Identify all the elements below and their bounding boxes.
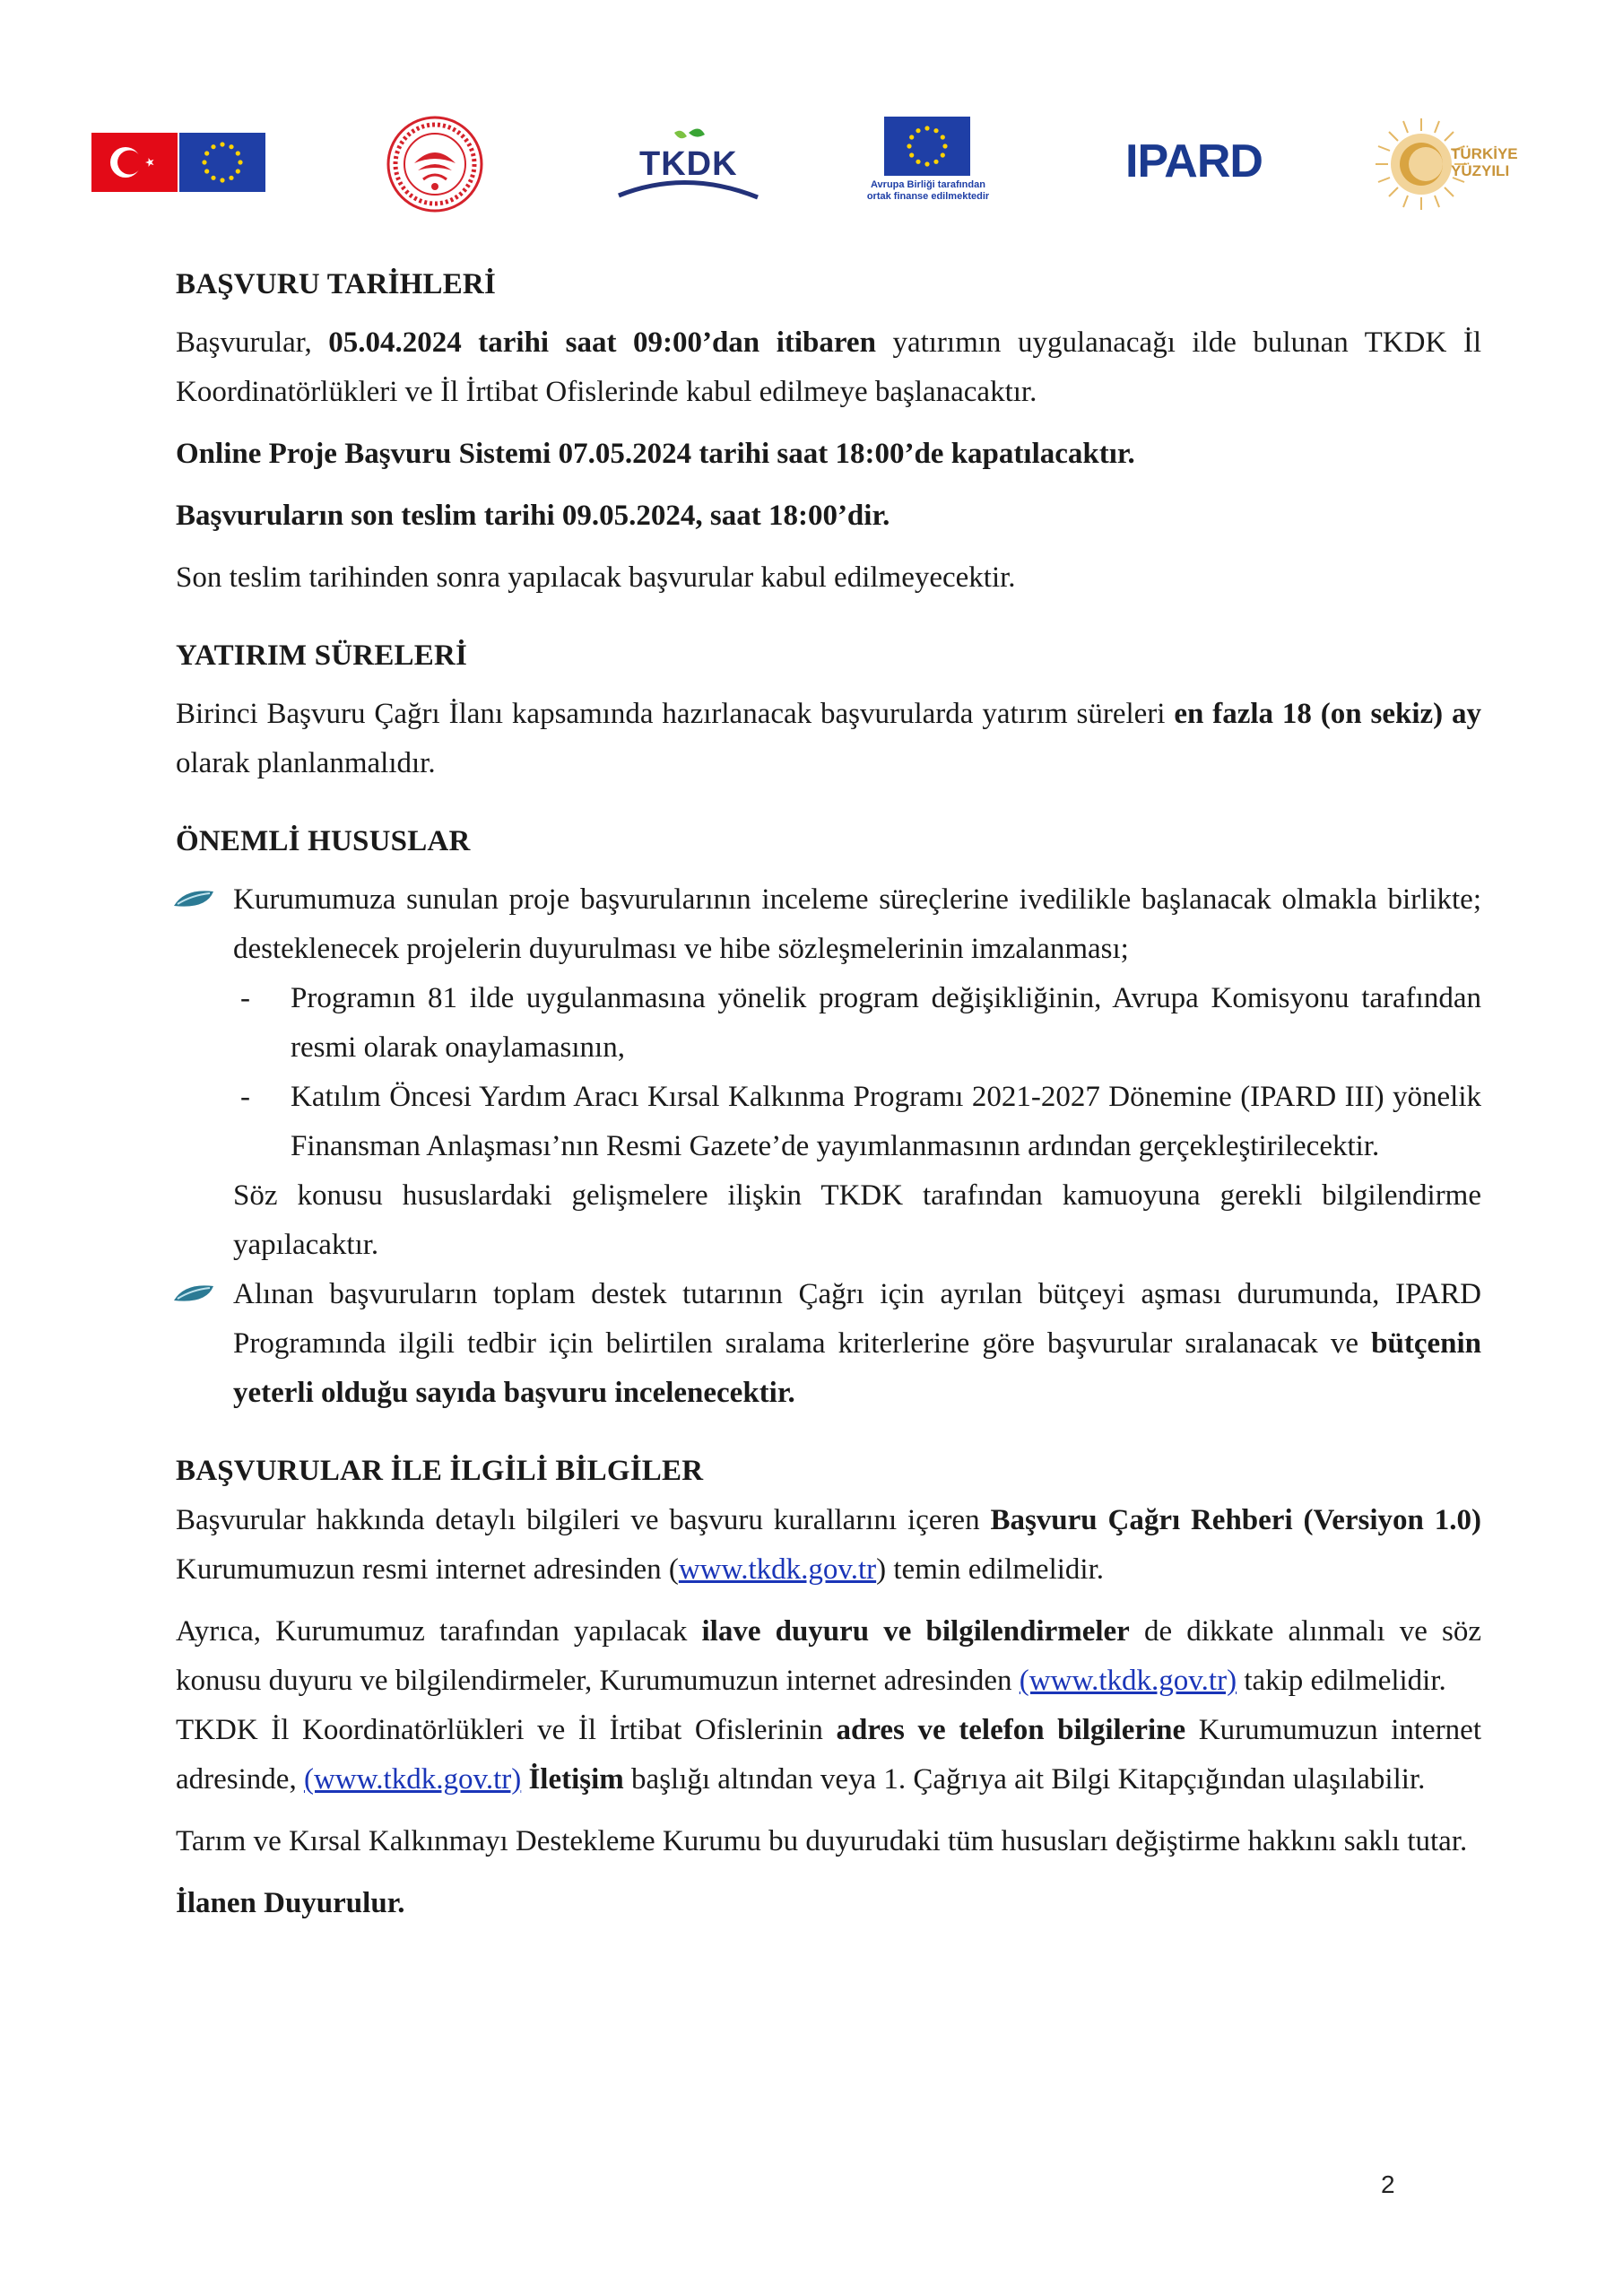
paragraph-online-sistem: Online Proje Başvuru Sistemi 07.05.2024 tarihi saat 18:00’de kapatılacaktır. xyxy=(176,438,1135,470)
paragraph-rehber xyxy=(176,1496,1481,1595)
paragraph-ilave-duyuru xyxy=(176,1607,1481,1706)
paragraph-yatirim-suresi xyxy=(176,690,1481,788)
dash-item xyxy=(176,1073,1481,1171)
text-run: de dikkate alınmalı ve söz konusu duyuru ve bilgilendirmeler, Kurumumuzun internet adresinden xyxy=(176,1615,1481,1697)
turkiye-line1: TÜRKİYE xyxy=(1451,145,1518,162)
dash-text: Katılım Öncesi Yardım Aracı Kırsal Kalkınma Programı 2021-2027 Dönemine (IPARD III) yönelik Finansman Anlaşması’nın Resmi Gazete’de yayımlanmasının ardından gerçekleştirilecektir. xyxy=(291,1081,1481,1162)
tkdk-website-link[interactable]: (www.tkdk.gov.tr) xyxy=(303,1763,522,1796)
section-title-basvurular-bilgiler: BAŞVURULAR İLE İLGİLİ BİLGİLER xyxy=(176,1455,704,1487)
eu-cofunded-line2: ortak finanse edilmektedir xyxy=(866,191,990,202)
text-run: Kurumumuzun resmi internet adresinden ( xyxy=(176,1553,679,1586)
turkey-flag-logo xyxy=(91,133,178,192)
tkdk-website-link[interactable]: (www.tkdk.gov.tr) xyxy=(1019,1665,1237,1697)
text-run: Ayrıca, Kurumumuz tarafından yapılacak xyxy=(176,1615,702,1648)
turkiye-yuzyili-logo xyxy=(1372,115,1518,213)
bold-text: 05.04.2024 tarihi saat 09:00’dan itibaren xyxy=(328,326,876,359)
paragraph-hak-saklidir: Tarım ve Kırsal Kalkınmayı Destekleme Kurumu bu duyurudaki tüm hususları değiştirme hakkını saklı tutar. xyxy=(176,1825,1468,1857)
paragraph-kabul-edilmeyecek: Son teslim tarihinden sonra yapılacak başvurular kabul edilmeyecektir. xyxy=(176,561,1016,594)
section-title-onemli-hususlar: ÖNEMLİ HUSUSLAR xyxy=(176,825,471,857)
text-run: Başvurular, xyxy=(176,326,329,359)
eu-flag-logo xyxy=(179,133,265,192)
text-run: TKDK İl Koordinatörlükleri ve İl İrtibat Ofislerinin xyxy=(176,1714,837,1746)
bold-text: ilave duyuru ve bilgilendirmeler xyxy=(701,1615,1130,1648)
turkiye-line2: YÜZYILI xyxy=(1451,162,1510,179)
text-run: olarak planlanmalıdır. xyxy=(176,747,436,779)
text-run: Kurumumuzun internet adresinde, xyxy=(176,1714,1482,1796)
dash-text: Programın 81 ilde uygulanmasına yönelik program değişikliğinin, Avrupa Komisyonu tarafından resmi olarak onaylamasının, xyxy=(291,982,1481,1064)
bullet-text: Kurumumuza sunulan proje başvurularının inceleme süreçlerine ivedilikle başlanacak olmakla birlikte; desteklenecek projelerin duyurulması ve hibe sözleşmelerinin imzalanması; xyxy=(233,883,1481,965)
eu-cofunded-logo xyxy=(861,117,995,206)
indented-note: Söz konusu hususlardaki gelişmelere ilişkin TKDK tarafından kamuoyuna gerekli bilgilendirme yapılacaktır. xyxy=(233,1179,1481,1261)
bold-text: Başvuru Çağrı Rehberi (Versiyon 1.0) xyxy=(990,1504,1481,1536)
leaf-bullet-icon xyxy=(172,1281,215,1308)
text-run: ) temin edilmelidir. xyxy=(876,1553,1105,1586)
paragraph-ilanen-duyurulur: İlanen Duyurulur. xyxy=(176,1887,405,1919)
text-run: takip edilmelidir. xyxy=(1237,1665,1446,1697)
eu-cofunded-flag-icon xyxy=(882,117,972,176)
bullet-item xyxy=(176,875,1481,974)
paragraph-iletisim xyxy=(176,1706,1481,1805)
tkdk-website-link[interactable]: www.tkdk.gov.tr xyxy=(678,1553,877,1586)
dash-item xyxy=(176,974,1481,1073)
section-title-basvuru-tarihleri: BAŞVURU TARİHLERİ xyxy=(176,268,497,300)
logo-bar xyxy=(90,115,1560,213)
page-number: 2 xyxy=(1381,2170,1395,2198)
text-run: Birinci Başvuru Çağrı İlanı kapsamında hazırlanacak başvurularda yatırım süreleri xyxy=(176,698,1175,730)
bold-text: İletişim xyxy=(528,1763,624,1796)
ministry-seal-logo xyxy=(386,115,484,213)
bold-text: en fazla 18 (on sekiz) ay xyxy=(1174,698,1481,730)
dash-marker: - xyxy=(240,982,250,1014)
dash-marker: - xyxy=(240,1081,250,1113)
bullet-text: Alınan başvuruların toplam destek tutarının Çağrı için ayrılan bütçeyi aşması durumunda, IPARD Programında ilgili tedbir için belirtilen sıralama kriterlerine göre başvurular sıralanacak ve xyxy=(233,1278,1481,1360)
bold-text: bütçenin yeterli olduğu sayıda başvuru incelenecektir. xyxy=(233,1327,1481,1409)
bullet-item xyxy=(176,1270,1481,1418)
text-run: yatırımın uygulanacağı ilde bulunan TKDK İl Koordinatörlükleri ve İl İrtibat Ofislerinde kabul edilmeye başlanacaktır. xyxy=(176,326,1481,408)
tkdk-logo xyxy=(610,124,762,204)
bold-text: adres ve telefon bilgilerine xyxy=(836,1714,1186,1746)
ipard-logo: IPARD xyxy=(1125,135,1263,187)
text-run: Başvurular hakkında detaylı bilgileri ve başvuru kurallarını içeren xyxy=(176,1504,991,1536)
eu-cofunded-line1: Avrupa Birliği tarafından xyxy=(871,179,985,190)
paragraph-basvuru-baslangic xyxy=(176,318,1481,417)
tkdk-logo-text: TKDK xyxy=(639,145,738,183)
section-title-yatirim-sureleri: YATIRIM SÜRELERİ xyxy=(176,639,468,672)
leaf-bullet-icon xyxy=(172,886,215,913)
document-body xyxy=(176,260,1481,1928)
paragraph-son-teslim: Başvuruların son teslim tarihi 09.05.2024, saat 18:00’dir. xyxy=(176,500,890,532)
text-run: başlığı altından veya 1. Çağrıya ait Bilgi Kitapçığından ulaşılabilir. xyxy=(623,1763,1426,1796)
